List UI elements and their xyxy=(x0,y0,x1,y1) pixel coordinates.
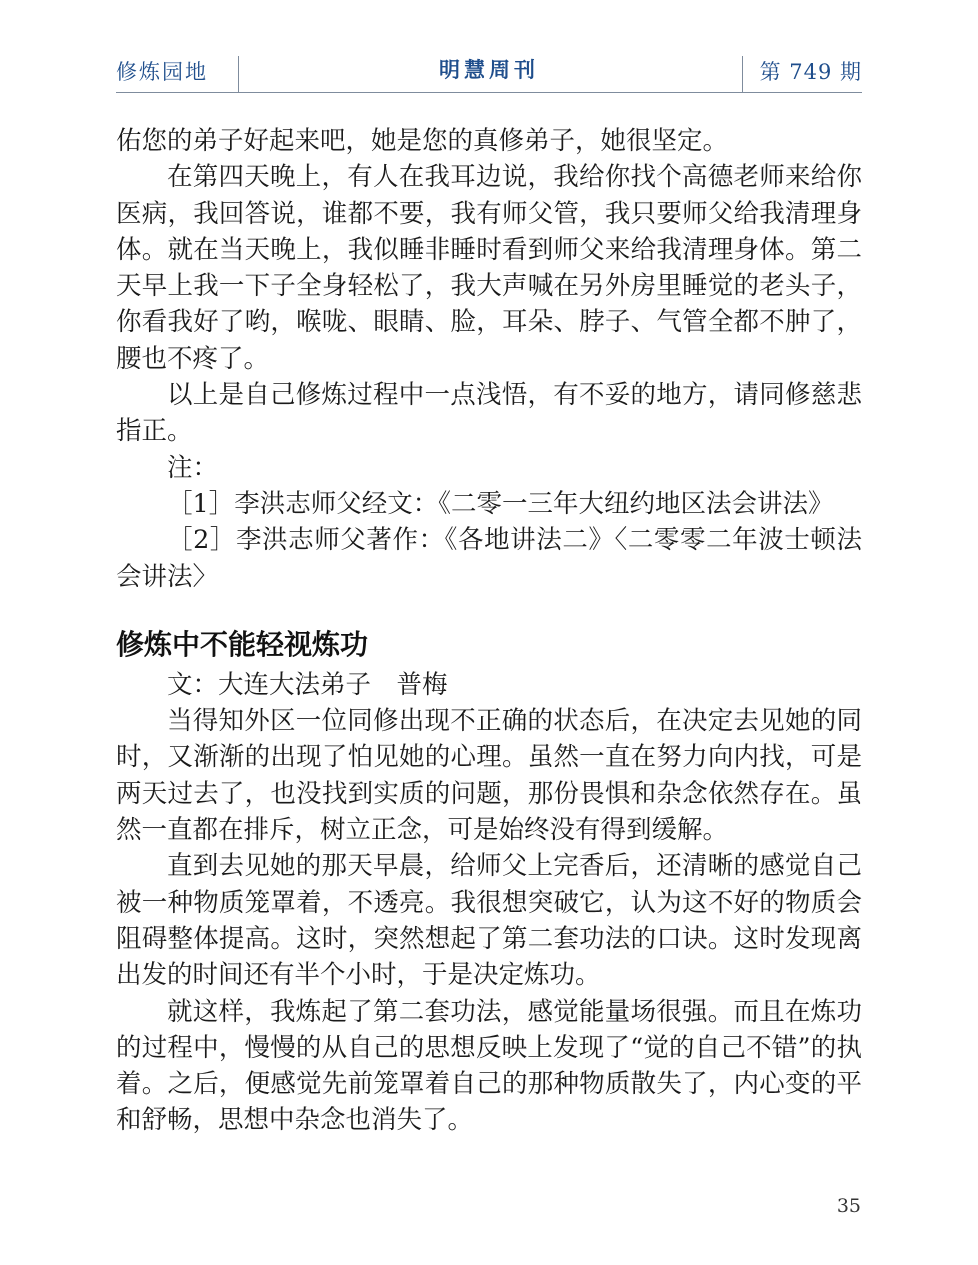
page-header xyxy=(116,48,862,93)
paragraph: 在第四天晚上，有人在我耳边说，我给你找个高德老师来给你医病，我回答说，谁都不要，我有师父管，我只要师父给我清理身体。就在当天晚上，我似睡非睡时看到师父来给我清理身体。第二天早上我一下子全身轻松了，我大声喊在另外房里睡觉的老头子，你看我好了哟，喉咙、眼睛、脸，耳朵、脖子、气管全都不肿了，腰也不疼了。 xyxy=(116,162,862,374)
notes-label: 注： xyxy=(167,452,219,483)
paragraph: 佑您的弟子好起来吧，她是您的真修弟子，她很坚定。 xyxy=(116,126,729,156)
paragraph: 当得知外区一位同修出现不正确的状态后，在决定去见她的同时，又渐渐的出现了怕见她的心理。虽然一直在努力向内找，可是两天过去了，也没找到实质的问题，那份畏惧和杂念依然存在。虽然一直都在排斥，树立正念，可是始终没有得到缓解。 xyxy=(116,706,862,846)
paragraph: 直到去见她的那天早晨，给师父上完香后，还清晰的感觉自己被一种物质笼罩着，不透亮。我很想突破它，认为这不好的物质会阻碍整体提高。这时，突然想起了第二套功法的口诀。这时发现离出发的时间还有半个小时，于是决定炼功。 xyxy=(116,851,862,991)
footnote: ［2］李洪志师父著作：《各地讲法二》〈二零零二年波士顿法会讲法〉 xyxy=(116,525,862,592)
issue-number: 第 749 期 xyxy=(759,60,862,84)
article-title: 修炼中不能轻视炼功 xyxy=(116,627,369,661)
publication-name: 明慧周刊 xyxy=(439,58,539,82)
page-number: 35 xyxy=(836,1195,861,1217)
paragraph: 就这样，我炼起了第二套功法，感觉能量场很强。而且在炼功的过程中，慢慢的从自己的思想反映上发现了“觉的自己不错”的执着。之后，便感觉先前笼罩着自己的那种物质散失了，内心变的平和舒畅，思想中杂念也消失了。 xyxy=(116,996,862,1136)
article-byline: 文：大连大法弟子 普梅 xyxy=(167,669,448,700)
header-divider-right xyxy=(742,56,743,92)
paragraph: 以上是自己修炼过程中一点浅悟，有不妥的地方，请同修慈悲指正。 xyxy=(116,380,862,447)
section-name: 修炼园地 xyxy=(116,60,208,84)
footnote: ［1］李洪志师父经文：《二零一三年大纽约地区法会讲法》 xyxy=(167,488,834,519)
page-content xyxy=(116,123,862,1139)
